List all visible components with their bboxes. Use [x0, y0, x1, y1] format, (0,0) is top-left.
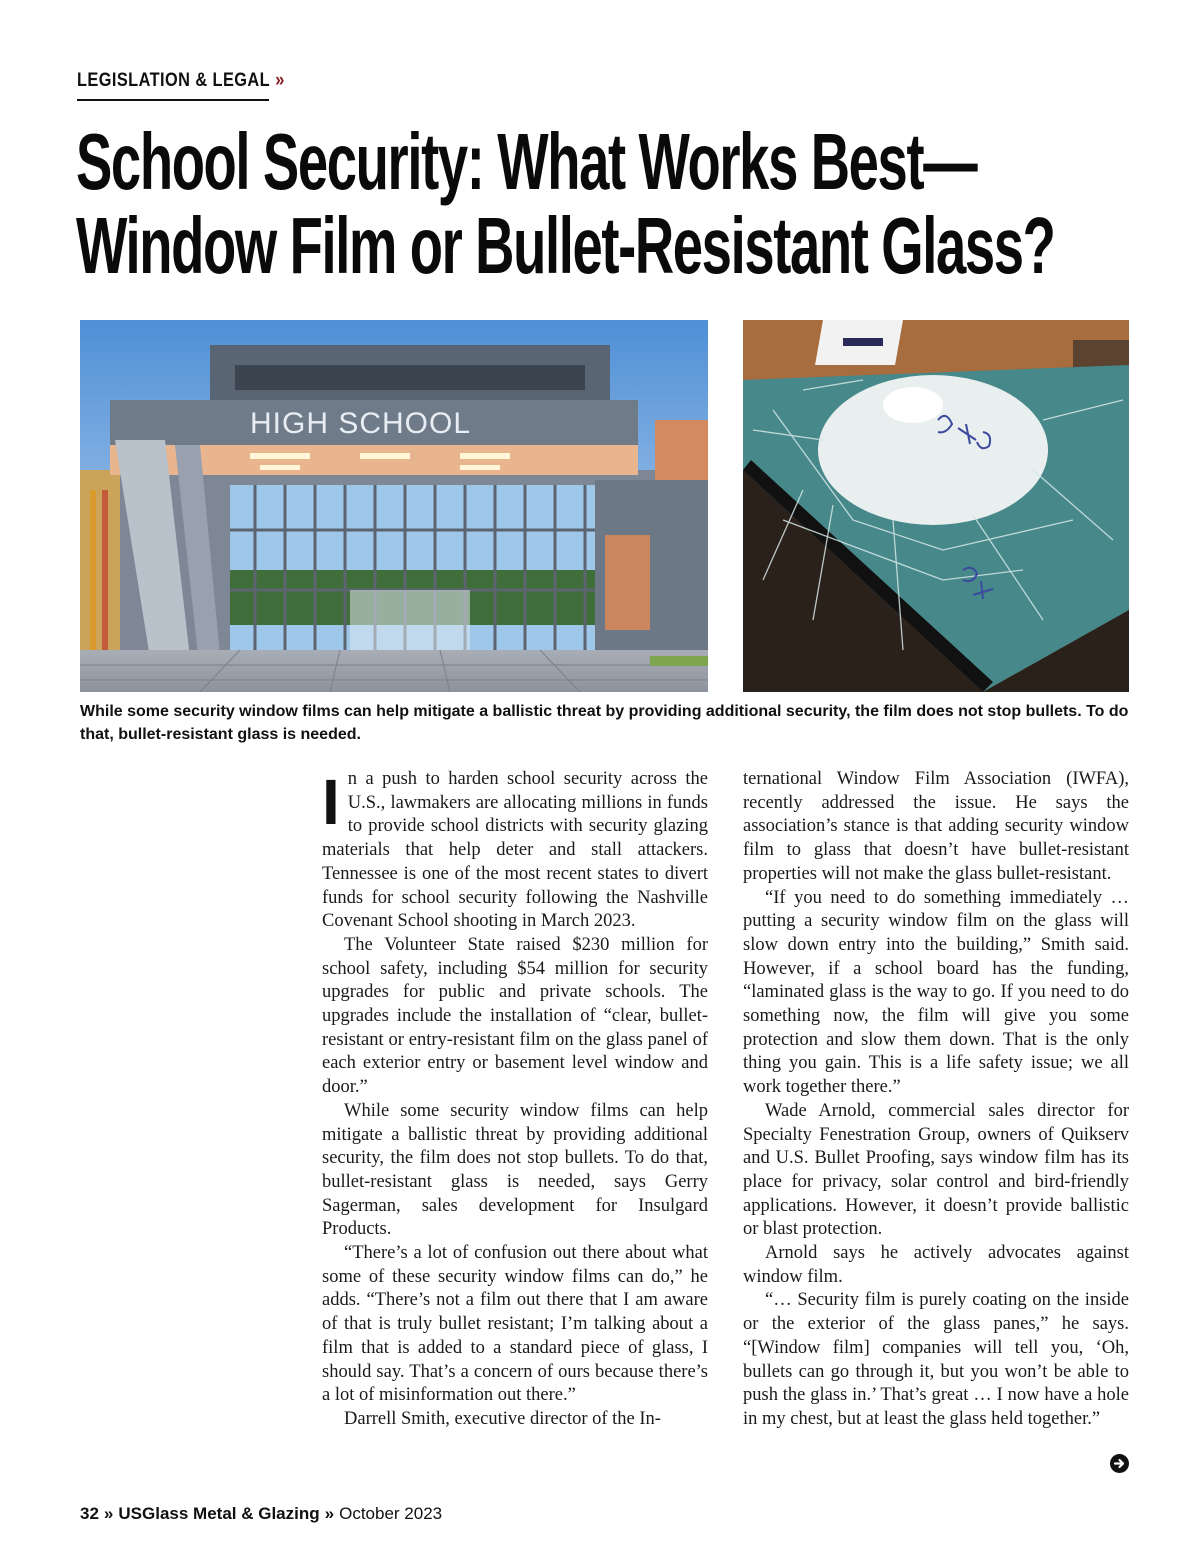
- article-paragraph: “If you need to do something immediately … putting a security window film on the glass will slow down entry into the building,” Smith said. However, if a school board has the funding, “laminated glass is the way to go. If you need to do something now, the film will give you some protection and slow them down. That is the only thing you gain. This is a life safety issue; we all work together there.”: [743, 887, 1129, 1098]
- headline-line-1: School Security: What Works Best—: [76, 117, 977, 206]
- article-paragraph: [322, 768, 708, 934]
- high-school-photo: [80, 320, 708, 692]
- shattered-glass-photo: [743, 320, 1129, 692]
- article-column-left: [322, 768, 708, 1432]
- section-underline: [77, 99, 269, 101]
- publication-name: USGlass Metal & Glazing: [118, 1504, 320, 1523]
- section-label: [77, 70, 285, 92]
- article-paragraph: “… Security film is purely coating on the inside or the exterior of the glass panes,” he says. “[Window film] companies will tell you, ‘Oh, bullets can go through it, but you won’t be able to push the glass in.’ That’s great … I now have a hole in my chest, but at least the glass held together.”: [743, 1290, 1129, 1429]
- article-paragraph: Wade Arnold, commercial sales director for Specialty Fenestration Group, owners of Quikserv and U.S. Bullet Proofing, says window film has its place for privacy, solar control and bird-friendly applications. However, it doesn’t provide ballistic or blast protection.: [743, 1100, 1129, 1240]
- paragraph-text: n a push to harden school security across the U.S., lawmakers are allocating millions in funds to provide school districts with security glazing materials that help deter and stall attackers. Tennessee is one of the most recent states to divert funds for school security following the Nashville Covenant School shooting in March 2023.: [322, 769, 708, 932]
- drop-cap: I: [322, 766, 340, 838]
- article-column-right: [743, 768, 1129, 1432]
- article-paragraph: While some security window films can help mitigate a ballistic threat by providing additional security, the film does not stop bullets. To do that, bullet-resistant glass is needed, says Gerry Sagerman, sales development for Insulgard Products.: [322, 1100, 708, 1240]
- page-number: 32: [80, 1504, 99, 1523]
- article-paragraph: The Volunteer State raised $230 million for school safety, including $54 million for security upgrades for public and private schools. The upgrades include the installation of “clear, bullet-resistant or entry-resistant film on the glass panel of each exterior entry or basement level window and door.”: [322, 934, 708, 1098]
- page-footer: [80, 1504, 442, 1524]
- photo-caption: While some security window films can help mitigate a ballistic threat by providing additional security, the film does not stop bullets. To do that, bullet-resistant glass is needed.: [80, 703, 1129, 743]
- article-paragraph: Darrell Smith, executive director of the In-: [344, 1408, 661, 1429]
- high-school-sign: HIGH SCHOOL: [250, 407, 472, 440]
- article-paragraph: ternational Window Film Association (IWFA), recently addressed the issue. He says the association’s stance is that adding security window film to glass that doesn’t have bullet-resistant properties will not make the glass bullet-resistant.: [743, 769, 1129, 884]
- arrow-right-circle-icon: [1110, 1454, 1129, 1473]
- section-label-text: LEGISLATION & LEGAL: [77, 70, 271, 91]
- footer-chevron: »: [324, 1504, 335, 1523]
- article-paragraph: “There’s a lot of confusion out there about what some of these security window films can do,” he adds. “There’s not a film out there that I am aware of that is truly bullet resistant; I’m talking about a film that is added to a standard piece of glass, I should say. That’s a concern of ours because there’s a lot of misinformation out there.”: [322, 1243, 708, 1406]
- issue-date: October 2023: [339, 1504, 443, 1523]
- headline: [76, 117, 1055, 290]
- footer-chevron: »: [103, 1504, 114, 1523]
- article-paragraph: Arnold says he actively advocates against window film.: [743, 1243, 1129, 1287]
- headline-line-2: Window Film or Bullet-Resistant Glass?: [76, 201, 1055, 290]
- section-chevron: »: [275, 70, 285, 91]
